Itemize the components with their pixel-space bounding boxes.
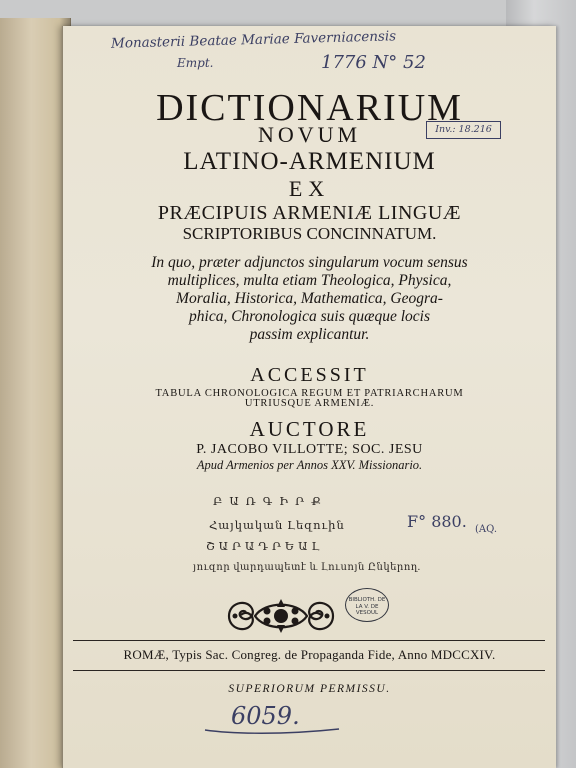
rule-top <box>73 640 545 641</box>
accessit-line-1: TABULA CHRONOLOGICA REGUM ET PATRIARCHARUM <box>155 388 464 399</box>
handwritten-underline <box>203 726 343 738</box>
library-stamp: BIBLIOTH. DE LA V. DE VESOUL <box>345 588 389 622</box>
armenian-line-2: Հայկական Լեզուին <box>209 520 345 532</box>
description-line-3: Moralia, Historica, Mathematica, Geogra- <box>176 290 443 307</box>
accessit-line-2: UTRIUSQUE ARMENIÆ. <box>244 398 375 409</box>
author-name: P. JACOBO VILLOTTE; SOC. JESU <box>196 442 423 457</box>
title-line-3: LATINO-ARMENIUM <box>183 148 436 175</box>
imprint-permission: SUPERIORUM PERMISSU. <box>228 683 391 695</box>
handwritten-bottom-number: 6059. <box>231 702 300 730</box>
handwritten-provenance: Monasterii Beatae Mariae Faverniacensis <box>110 28 397 52</box>
title-line-4: EX <box>288 176 331 201</box>
description-line-2: multiplices, multa etiam Theologica, Physica, <box>167 272 452 289</box>
armenian-line-4: յուզոր վարդապետէ և Լուսոյն Ընկերող. <box>193 562 421 573</box>
title-line-5: PRÆCIPUIS ARMENIÆ LINGUÆ <box>157 202 462 224</box>
author-heading: AUCTORE <box>249 417 370 441</box>
rule-bottom <box>73 670 545 671</box>
title-line-6: SCRIPTORIBUS CONCINNATUM. <box>182 224 437 243</box>
armenian-line-1: ԲԱՌԳԻՐՔ <box>213 496 328 508</box>
handwritten-year-number: 1776 N° 52 <box>321 52 426 73</box>
title-line-1: DICTIONARIUM <box>156 87 463 129</box>
accessit-heading: ACCESSIT <box>250 364 369 386</box>
imprint-line: ROMÆ, Typis Sac. Congreg. de Propaganda Fide, Anno MDCCXIV. <box>123 647 496 662</box>
armenian-line-3: ՇԱՐԱԴՐԵԱԼ <box>206 541 324 553</box>
handwritten-catalog-mark: F° 880. <box>407 512 467 531</box>
author-role: Apud Armenios per Annos XXV. Missionario. <box>196 458 423 472</box>
description-line-5: passim explicantur. <box>249 326 370 343</box>
title-page <box>62 26 556 768</box>
inventory-mark: Inv.: 18.216 <box>426 121 501 139</box>
description-line-1: In quo, præter adjunctos singularum vocum sensus <box>151 254 468 271</box>
handwritten-emptus: Empt. <box>177 56 214 70</box>
printers-ornament <box>221 593 341 639</box>
title-line-2: NOVUM <box>257 122 362 147</box>
description-line-4: phica, Chronologica suis quæque locis <box>189 308 430 325</box>
previous-page-edge <box>0 18 71 768</box>
handwritten-catalog-suffix: (AQ. <box>475 524 498 535</box>
